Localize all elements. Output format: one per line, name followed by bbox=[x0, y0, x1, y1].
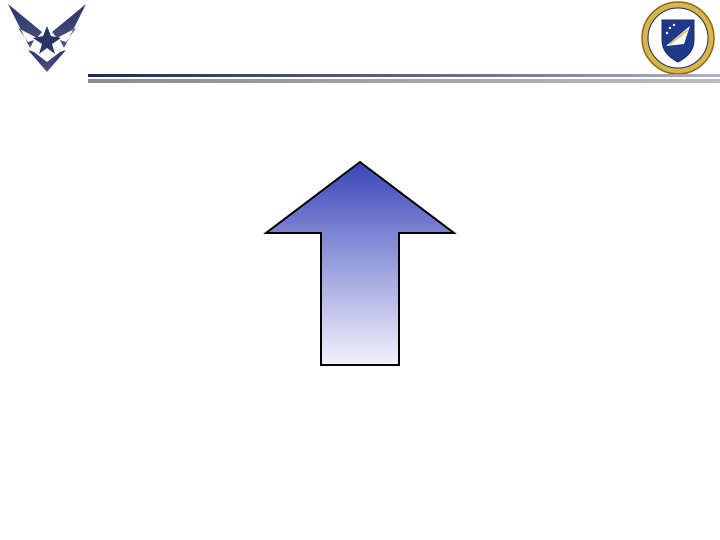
air-force-wings-logo bbox=[4, 2, 90, 74]
title-divider bbox=[88, 74, 720, 84]
command-shield-emblem bbox=[640, 0, 716, 76]
title-divider-thin bbox=[88, 74, 720, 77]
title-divider-thick bbox=[88, 79, 720, 83]
up-arrow bbox=[262, 160, 458, 372]
